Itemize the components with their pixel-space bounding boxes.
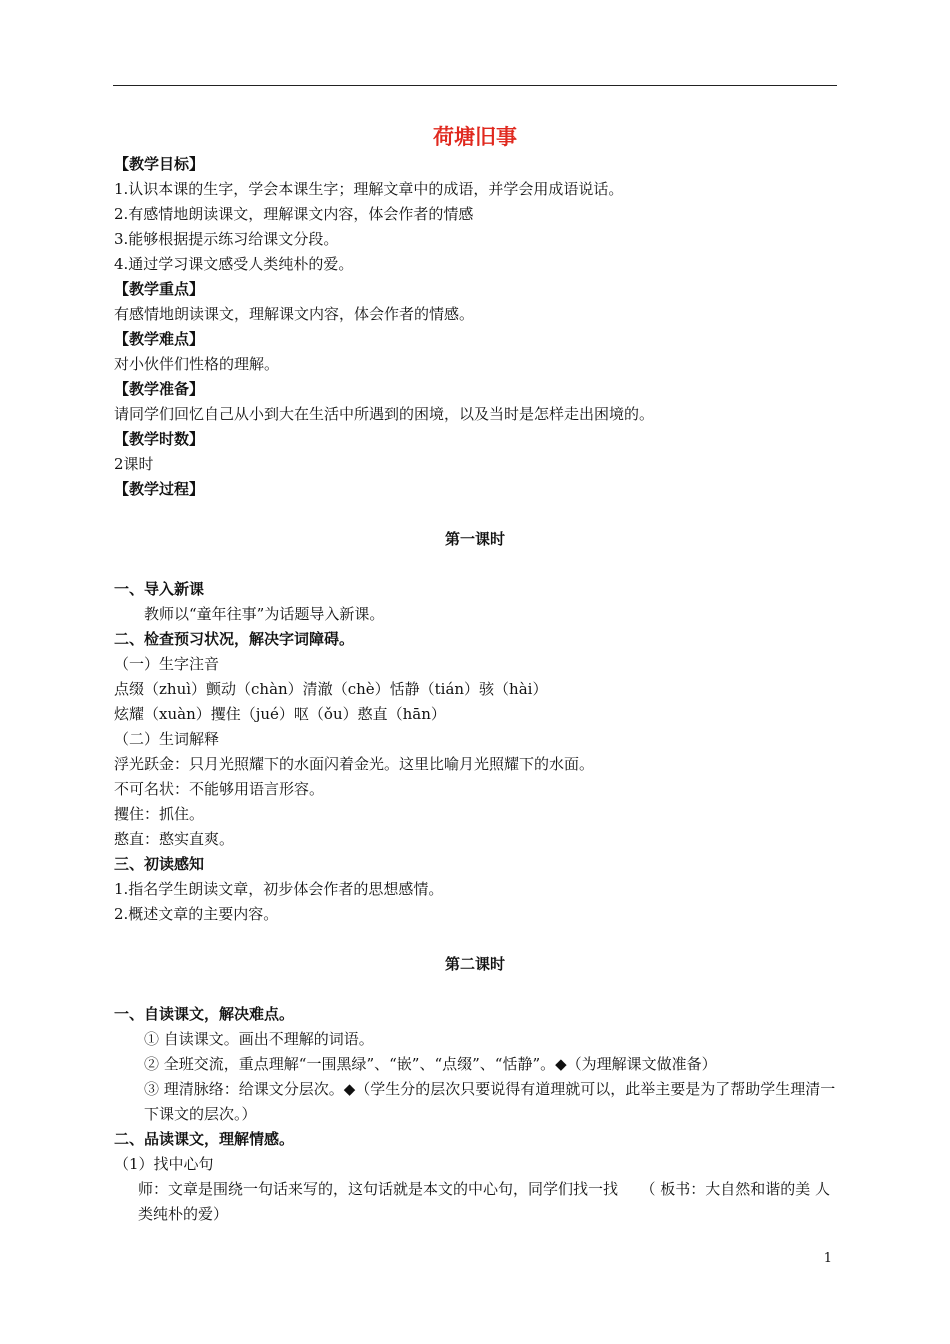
definition-item: 浮光跃金：只月光照耀下的水面闪着金光。这里比喻月光照耀下的水面。: [114, 755, 595, 773]
lesson2-section1-heading: 一、自读课文，解决难点。: [114, 1005, 295, 1023]
goals-heading: 【教学目标】: [114, 155, 205, 173]
lesson2-heading: 第二课时: [444, 955, 505, 973]
prep-heading: 【教学准备】: [114, 380, 205, 398]
header-rule: [113, 85, 837, 86]
self-read-item: ① 自读课文。画出不理解的词语。: [144, 1030, 374, 1048]
lesson2-section2-heading: 二、品读课文，理解情感。: [114, 1130, 295, 1148]
focus-heading: 【教学重点】: [114, 280, 205, 298]
lesson1-subheading: （一）生字注音: [114, 655, 220, 673]
lesson1-subheading: （二）生词解释: [114, 730, 220, 748]
lesson1-section1-text: 教师以“童年往事”为话题导入新课。: [144, 605, 385, 623]
lesson1-section3-heading: 三、初读感知: [114, 855, 205, 873]
definition-item: 攫住：抓住。: [114, 805, 205, 823]
reading-item: 2.概述文章的主要内容。: [114, 905, 279, 923]
difficulty-heading: 【教学难点】: [114, 330, 205, 348]
focus-text: 有感情地朗读课文，理解课文内容，体会作者的情感。: [114, 305, 475, 323]
goal-item: 2.有感情地朗读课文，理解课文内容，体会作者的情感: [114, 205, 474, 223]
goal-item: 4.通过学习课文感受人类纯朴的爱。: [114, 255, 354, 273]
hours-heading: 【教学时数】: [114, 430, 205, 448]
hours-text: 2课时: [114, 455, 154, 473]
goal-item: 1.认识本课的生字，学会本课生字；理解文章中的成语，并学会用成语说话。: [114, 180, 624, 198]
self-read-item: ② 全班交流，重点理解“一围黑绿”、“嵌”、“点缀”、“恬静”。◆（为理解课文做准备）: [144, 1055, 717, 1073]
definition-item: 不可名状：不能够用语言形容。: [114, 780, 325, 798]
document-title: 荷塘旧事: [433, 124, 517, 149]
lesson1-section1-heading: 一、导入新课: [114, 580, 205, 598]
process-heading: 【教学过程】: [114, 480, 205, 498]
definition-item: 憨直：憨实直爽。: [114, 830, 235, 848]
goal-item: 3.能够根据提示练习给课文分段。: [114, 230, 339, 248]
teacher-text: 师：文章是围绕一句话来写的，这句话就是本文的中心句，同学们找一找 （ 板书：大自然和谐的美 人类纯朴的爱）: [138, 1180, 831, 1223]
prep-text: 请同学们回忆自己从小到大在生活中所遇到的困境，以及当时是怎样走出困境的。: [114, 405, 655, 423]
difficulty-text: 对小伙伴们性格的理解。: [114, 355, 280, 373]
lesson1-heading: 第一课时: [444, 530, 505, 548]
pinyin-line: 炫耀（xuàn）攫住（jué）呕（ǒu）憨直（hān）: [114, 705, 446, 723]
pinyin-line: 点缀（zhuì）颤动（chàn）清澈（chè）恬静（tián）骇（hài）: [114, 680, 548, 698]
self-read-item: ③ 理清脉络：给课文分层次。◆（学生分的层次只要说得有道理就可以，此举主要是为了帮助学生理清一下课文的层次。）: [144, 1080, 836, 1123]
document-body: [114, 122, 836, 1227]
page-number: 1: [823, 1251, 832, 1266]
reading-item: 1.指名学生朗读文章，初步体会作者的思想感情。: [114, 880, 444, 898]
lesson2-subheading: （1）找中心句: [114, 1155, 214, 1173]
lesson1-section2-heading: 二、检查预习状况，解决字词障碍。: [114, 630, 355, 648]
